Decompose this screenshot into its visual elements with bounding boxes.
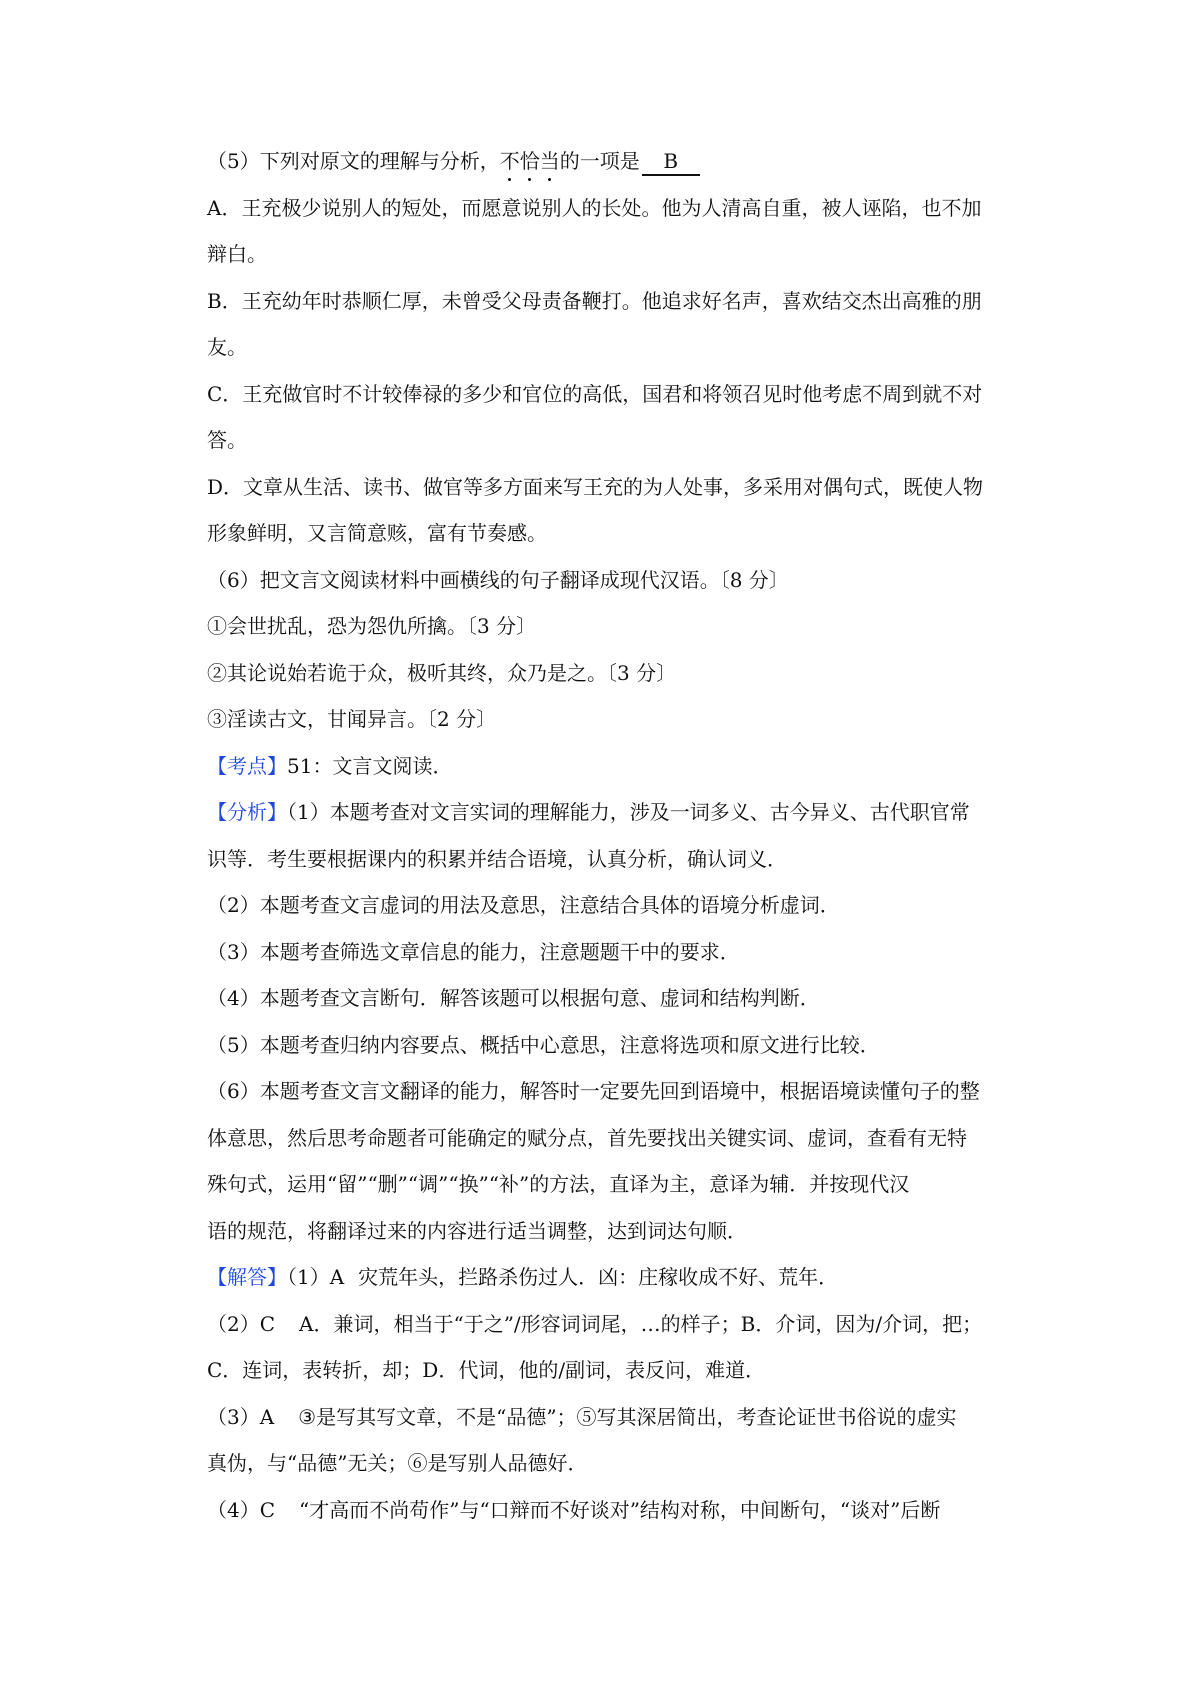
option-d-line-2: 形象鲜明，又言简意赅，富有节奏感。 — [207, 521, 547, 545]
jieda-answer-2 — [207, 1301, 1022, 1348]
answer-3-number: （3）A — [207, 1404, 275, 1429]
option-a-line-1: A．王充极少说别人的短处，而愿意说别人的长处。他为人清高自重，被人诬陷，也不加 — [207, 195, 982, 220]
jieda-tag: 【解答】 — [207, 1265, 287, 1289]
option-b-line-1: B．王充幼年时恭顺仁厚，未曾受父母责备鞭打。他追求好名声，喜欢结交杰出高雅的朋 — [207, 288, 982, 313]
question-6-title: （6）把文言文阅读材料中画横线的句子翻译成现代汉语。〔8 分〕 — [207, 567, 789, 592]
question-6-sentence-3: ③淫读古文，甘闻异言。〔2 分〕 — [207, 707, 497, 731]
document-page — [207, 138, 1022, 1533]
jieda-answer-3-line-2: 真伪，与“品德”无关；⑥是写别人品德好． — [207, 1451, 588, 1475]
jieda-answer-2-line-2: C．连词，表转折，却；D．代词，他的/副词，表反问，难道． — [207, 1358, 766, 1382]
option-d-line-1: D．文章从生活、读书、做官等多方面来写王充的为人处事，多采用对偶句式，既使人物 — [207, 474, 984, 499]
answer-1-text: 灾荒年头，拦路杀伤过人．凶：庄稼收成不好、荒年． — [358, 1265, 839, 1289]
fenxi-line-2: 识等．考生要根据课内的积累并结合语境，认真分析，确认词义． — [207, 846, 787, 871]
fenxi-point-6-line-2: 体意思，然后思考命题者可能确定的赋分点，首先要找出关键实词、虚词，查看有无特 — [207, 1125, 967, 1150]
jieda-answer-4 — [207, 1487, 1022, 1534]
question-6-sentence-2: ②其论说始若诡于众，极听其终，众乃是之。〔3 分〕 — [207, 660, 677, 685]
kaodian-tag: 【考点】 — [207, 753, 287, 778]
answer-4-number: （4）C — [207, 1497, 276, 1522]
option-c-line-1: C．王充做官时不计较俸禄的多少和官位的高低，国君和将领召见时他考虑不周到就不对 — [207, 381, 983, 406]
emphasis-dot-char: 不 — [499, 149, 520, 173]
emphasis-dot-char: 当 — [539, 149, 560, 173]
question-6-sentence-1: ①会世扰乱，恐为怨仇所擒。〔3 分〕 — [207, 614, 537, 638]
kaodian-line — [207, 743, 1022, 790]
question-5-stem — [207, 138, 1022, 185]
fenxi-point-2: （2）本题考查文言虚词的用法及意思，注意结合具体的语境分析虚词． — [207, 893, 840, 917]
fenxi-tag: 【分析】 — [207, 800, 287, 824]
question-5-suffix: 的一项是 — [559, 149, 640, 173]
fenxi-point-6-line-3: 殊句式，运用“留”“删”“调”“换”“补”的方法，直译为主，意译为辅．并按现代汉 — [207, 1172, 910, 1196]
kaodian-text: 51：文言文阅读． — [287, 753, 453, 778]
emphasis-dot-char: 恰 — [519, 149, 540, 173]
fenxi-point-5: （5）本题考查归纳内容要点、概括中心意思，注意将选项和原文进行比较． — [207, 1032, 880, 1057]
question-5-answer: B — [642, 148, 700, 176]
answer-2-number: （2）C — [207, 1311, 276, 1336]
jieda-answer-1 — [207, 1254, 1022, 1301]
answer-2-text: A．兼词，相当于“于之”/形容词词尾，…的样子；B．介词，因为/介词，把； — [299, 1311, 983, 1336]
answer-3-text: ③是写其写文章，不是“品德”；⑤写其深居简出，考查论证世书俗说的虚实 — [298, 1404, 957, 1429]
fenxi-point-6-line-1: （6）本题考查文言文翻译的能力，解答时一定要先回到语境中，根据语境读懂句子的整 — [207, 1079, 980, 1103]
fenxi-line-1 — [207, 789, 1022, 836]
fenxi-point-6-line-4: 语的规范，将翻译过来的内容进行适当调整，达到词达句顺． — [207, 1218, 747, 1243]
question-5-prefix: （5）下列对原文的理解与分析， — [207, 149, 500, 173]
option-b-line-2: 友。 — [207, 335, 247, 359]
fenxi-point-4: （4）本题考查文言断句．解答该题可以根据句意、虚词和结构判断． — [207, 986, 820, 1010]
answer-1-number: （1）A — [287, 1265, 345, 1289]
answer-4-text: “才高而不尚苟作”与“口辩而不好谈对”结构对称，中间断句，“谈对”后断 — [299, 1497, 941, 1522]
option-c-line-2: 答。 — [207, 428, 247, 452]
option-a-line-2: 辩白。 — [207, 242, 267, 266]
fenxi-text-1: （1）本题考查对文言实词的理解能力，涉及一词多义、古今异义、古代职官常 — [287, 800, 970, 824]
fenxi-point-3: （3）本题考查筛选文章信息的能力，注意题题干中的要求． — [207, 939, 740, 964]
jieda-answer-3 — [207, 1394, 1022, 1441]
